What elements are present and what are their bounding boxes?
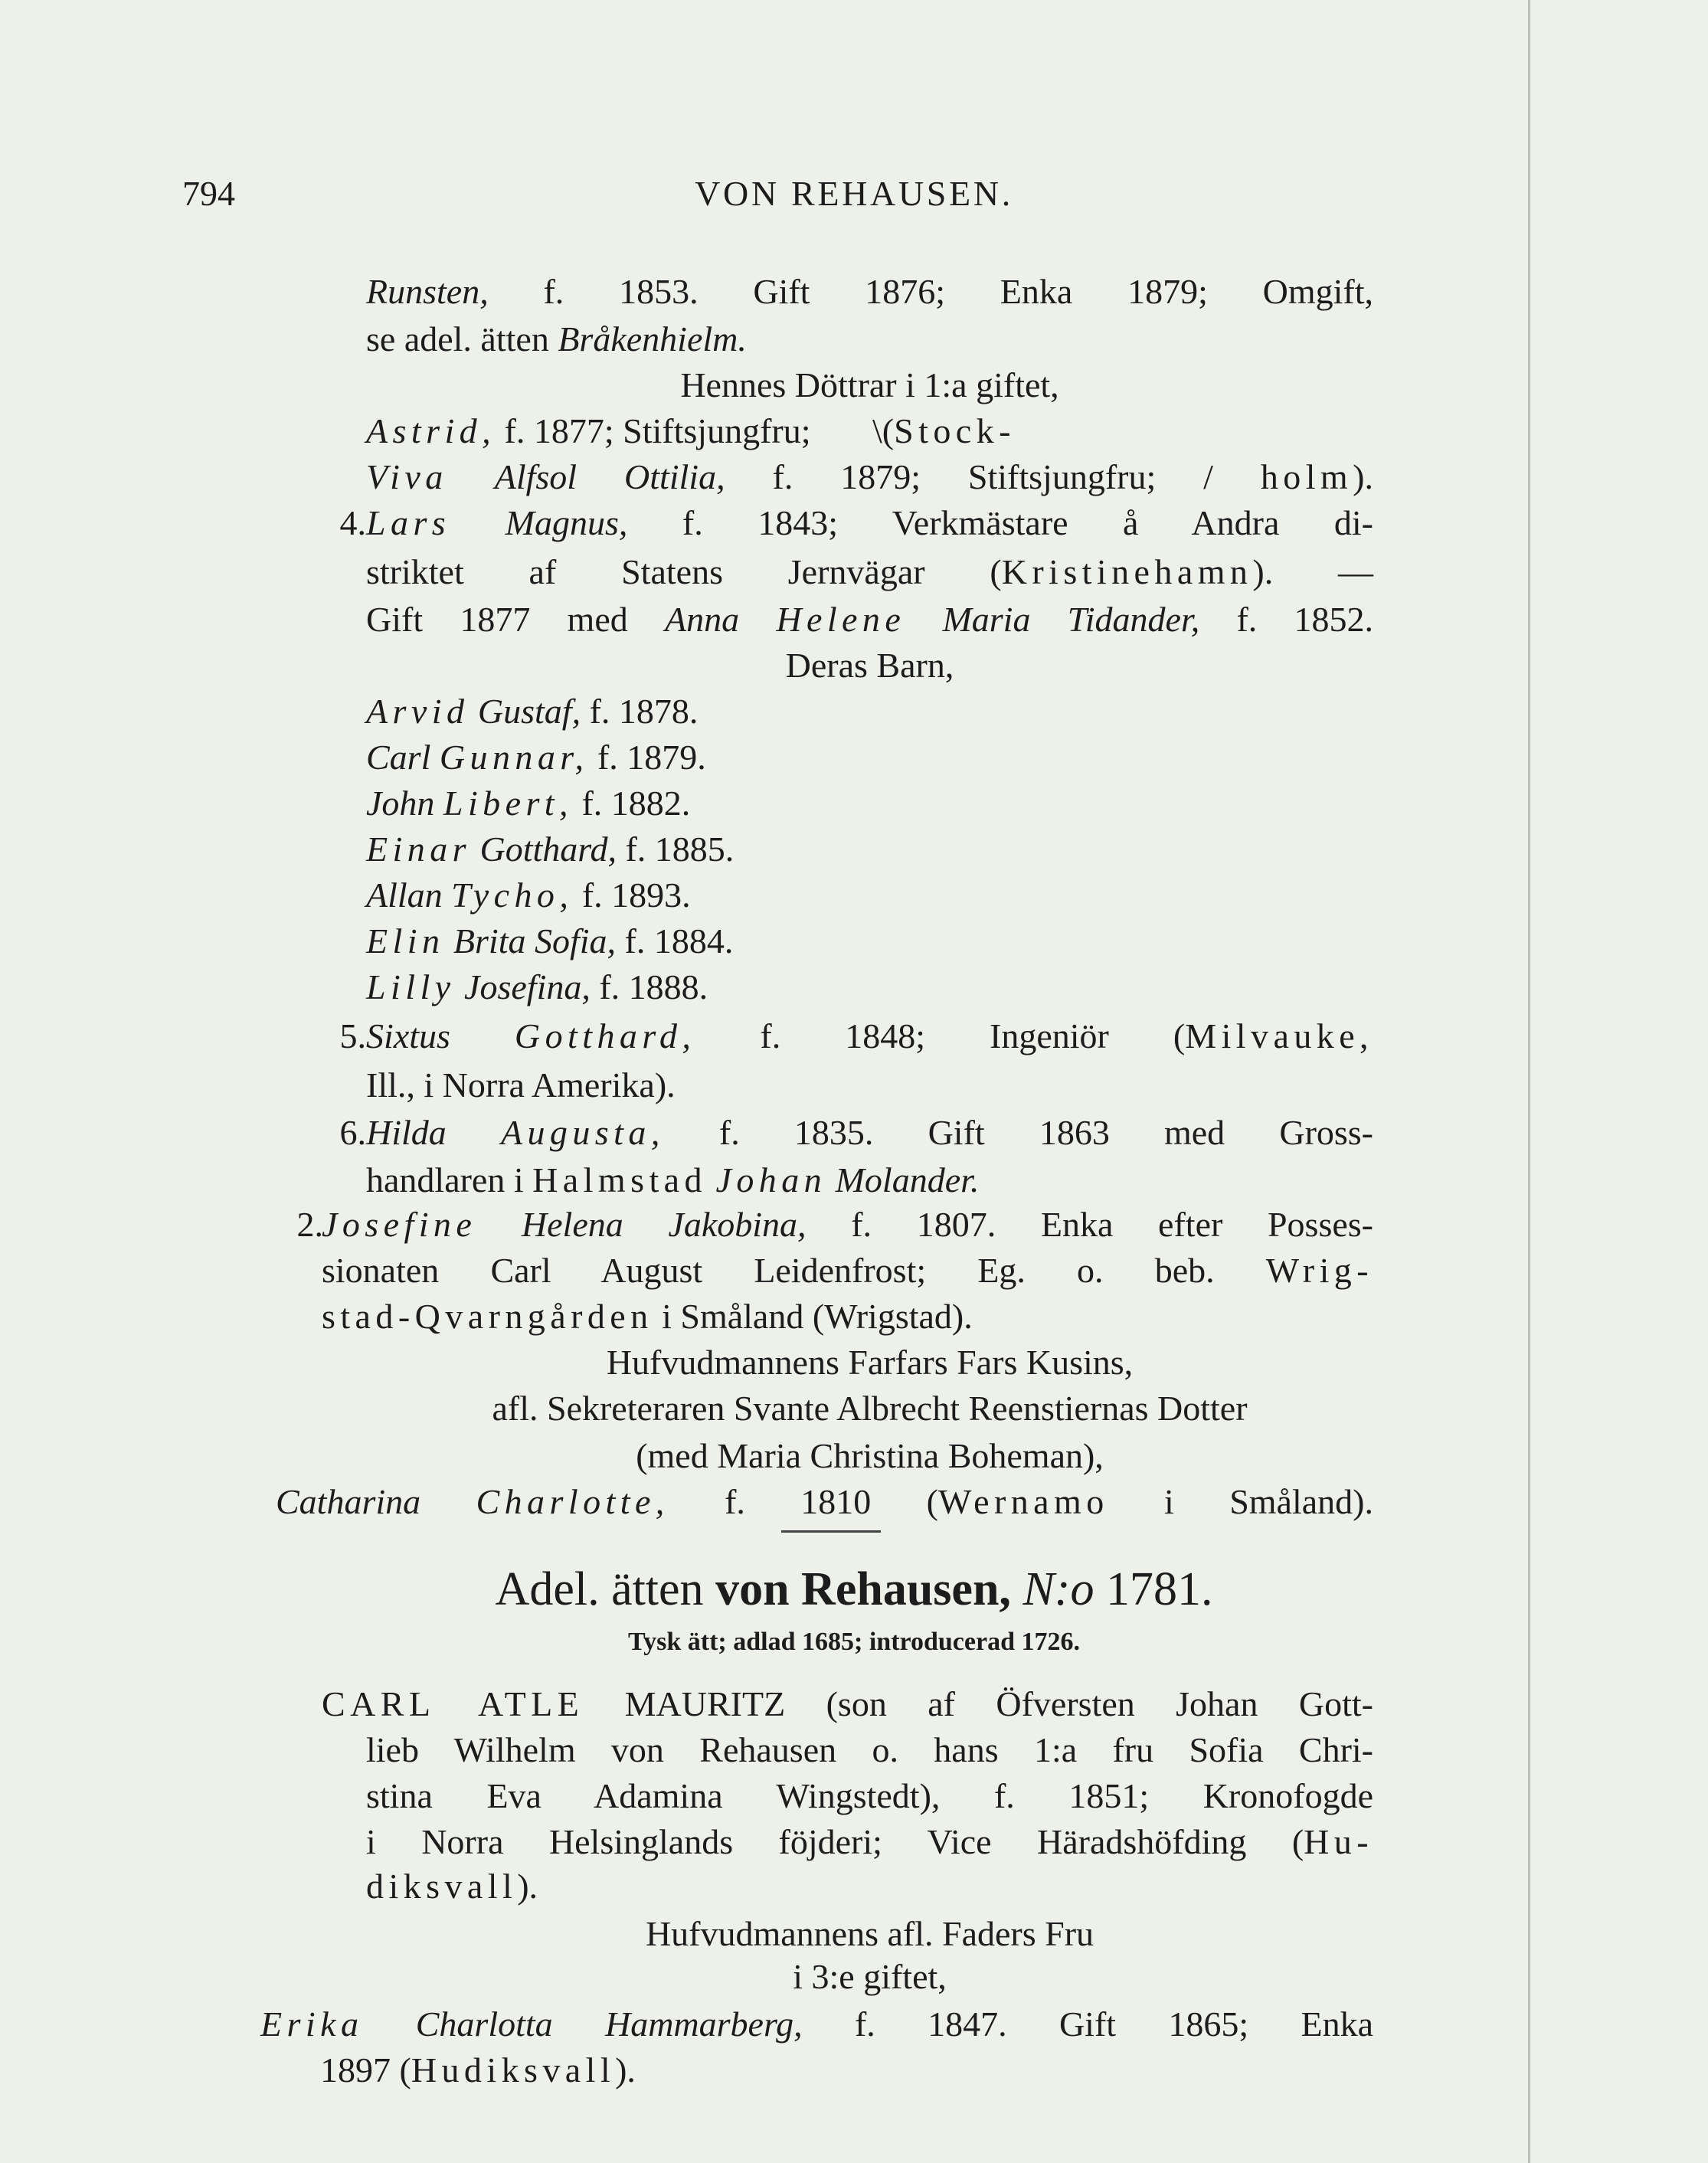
line-text: Gift 1877 med Anna Helene Maria Tidander, f. 1852. (366, 600, 1373, 639)
line-text: Einar Gotthard, f. 1885. (366, 830, 735, 869)
text-line (0, 872, 1708, 919)
text-line (0, 316, 1708, 363)
line-text: Astrid, f. 1877; Stiftsjungfru; \(Stock- (366, 411, 1016, 450)
text-line (0, 1339, 1708, 1386)
text-line (0, 1385, 1708, 1432)
text-line (0, 362, 1708, 409)
section-rule (781, 1530, 881, 1533)
section-subtitle: Tysk ätt; adlad 1685; introducerad 1726. (627, 1628, 1080, 1656)
text-line (0, 596, 1708, 643)
line-text: handlaren i Halmstad Johan Molander. (366, 1160, 980, 1199)
line-text: Elin Brita Sofia, f. 1884. (366, 921, 734, 960)
line-text: stad-Qvarngården i Småland (Wrigstad). (322, 1297, 973, 1336)
line-text: Catharina Charlotte, f. 1810 (Wernamo i Småland). (276, 1482, 1373, 1521)
text-line (0, 407, 1708, 455)
line-text: CARL ATLE MAURITZ (son af Öfversten Johan Gott- (322, 1684, 1373, 1723)
line-text: i 3:e giftet, (793, 1957, 947, 1996)
entry-number: 6. (339, 1113, 366, 1152)
text-line (0, 1109, 1708, 1157)
running-title: VON REHAUSEN. (695, 174, 1013, 213)
text-line (0, 1863, 1708, 1910)
line-text: striktet af Statens Jernvägar (Kristinehamn). — (366, 552, 1373, 591)
entry-number: 5. (339, 1016, 366, 1055)
text-line (0, 734, 1708, 781)
line-text: Lilly Josefina, f. 1888. (366, 967, 708, 1006)
text-line (0, 1726, 1708, 1774)
line-text: Hufvudmannens Farfars Fars Kusins, (606, 1343, 1134, 1382)
line-text: sionaten Carl August Leidenfrost; Eg. o. beb. Wrig- (322, 1251, 1373, 1290)
text-line (0, 964, 1708, 1011)
text-line (0, 1680, 1708, 1728)
line-text: se adel. ätten Bråkenhielm. (366, 319, 747, 358)
title-prefix: Adel. ätten (495, 1563, 704, 1615)
title-no: N:o (1023, 1563, 1094, 1615)
title-number: 1781. (1105, 1563, 1213, 1615)
text-line (0, 642, 1708, 689)
text-line (0, 1293, 1708, 1340)
text-line (0, 826, 1708, 873)
text-line (0, 1432, 1708, 1480)
line-text: Arvid Gustaf, f. 1878. (366, 692, 699, 731)
text-line (0, 1478, 1708, 1526)
text-line (0, 1953, 1708, 2001)
line-text: Viva Alfsol Ottilia, f. 1879; Stiftsjungfru; / holm). (366, 457, 1373, 496)
line-text: Runsten, f. 1853. Gift 1876; Enka 1879; Omgift, (366, 272, 1373, 311)
text-line (0, 268, 1708, 316)
page-number: 794 (182, 174, 235, 213)
section-title (0, 1559, 1708, 1620)
text-line (0, 1062, 1708, 1109)
line-text: stina Eva Adamina Wingstedt), f. 1851; Kronofogde (366, 1776, 1373, 1815)
text-line (0, 780, 1708, 827)
text-line (0, 1157, 1708, 1204)
text-line (0, 2001, 1708, 2048)
text-line (0, 1013, 1708, 1060)
text-line (0, 1772, 1708, 1820)
text-line (0, 1910, 1708, 1958)
line-text: Hennes Döttrar i 1:a giftet, (680, 365, 1059, 404)
line-text: i Norra Helsinglands föjderi; Vice Häradshöfding (Hu- (366, 1822, 1373, 1861)
line-text: afl. Sekreteraren Svante Albrecht Reenstiernas Dotter (492, 1389, 1248, 1428)
title-name: von Rehausen, (715, 1563, 1011, 1615)
text-line (0, 688, 1708, 735)
line-text: Erika Charlotta Hammarberg, f. 1847. Gift 1865; Enka (260, 2004, 1373, 2044)
text-line (0, 2047, 1708, 2094)
text-line (0, 1247, 1708, 1294)
text-line (0, 453, 1708, 501)
text-line (0, 918, 1708, 965)
line-text: lieb Wilhelm von Rehausen o. hans 1:a fru Sofia Chri- (366, 1730, 1373, 1769)
line-text: Deras Barn, (785, 646, 954, 685)
line-text: diksvall). (366, 1867, 538, 1906)
text-line (0, 499, 1708, 547)
line-text: Sixtus Gotthard, f. 1848; Ingeniör (Milvauke, (366, 1016, 1373, 1055)
entry-number: 4. (339, 503, 366, 542)
line-text: Lars Magnus, f. 1843; Verkmästare å Andra di- (366, 503, 1373, 542)
line-text: Josefine Helena Jakobina, f. 1807. Enka efter Posses- (322, 1205, 1373, 1244)
line-text: Ill., i Norra Amerika). (366, 1065, 676, 1104)
entry-number: 2. (296, 1205, 323, 1244)
text-line (0, 1201, 1708, 1248)
line-text: (med Maria Christina Boheman), (636, 1436, 1104, 1475)
line-text: Carl Gunnar, f. 1879. (366, 738, 706, 777)
line-text: Allan Tycho, f. 1893. (366, 875, 691, 915)
text-line (0, 548, 1708, 596)
line-text: John Libert, f. 1882. (366, 784, 691, 823)
text-line (0, 1818, 1708, 1866)
line-text: Hilda Augusta, f. 1835. Gift 1863 med Gross- (366, 1113, 1374, 1152)
line-text: 1897 (Hudiksvall). (320, 2050, 636, 2089)
line-text: Hufvudmannens afl. Faders Fru (645, 1914, 1094, 1953)
